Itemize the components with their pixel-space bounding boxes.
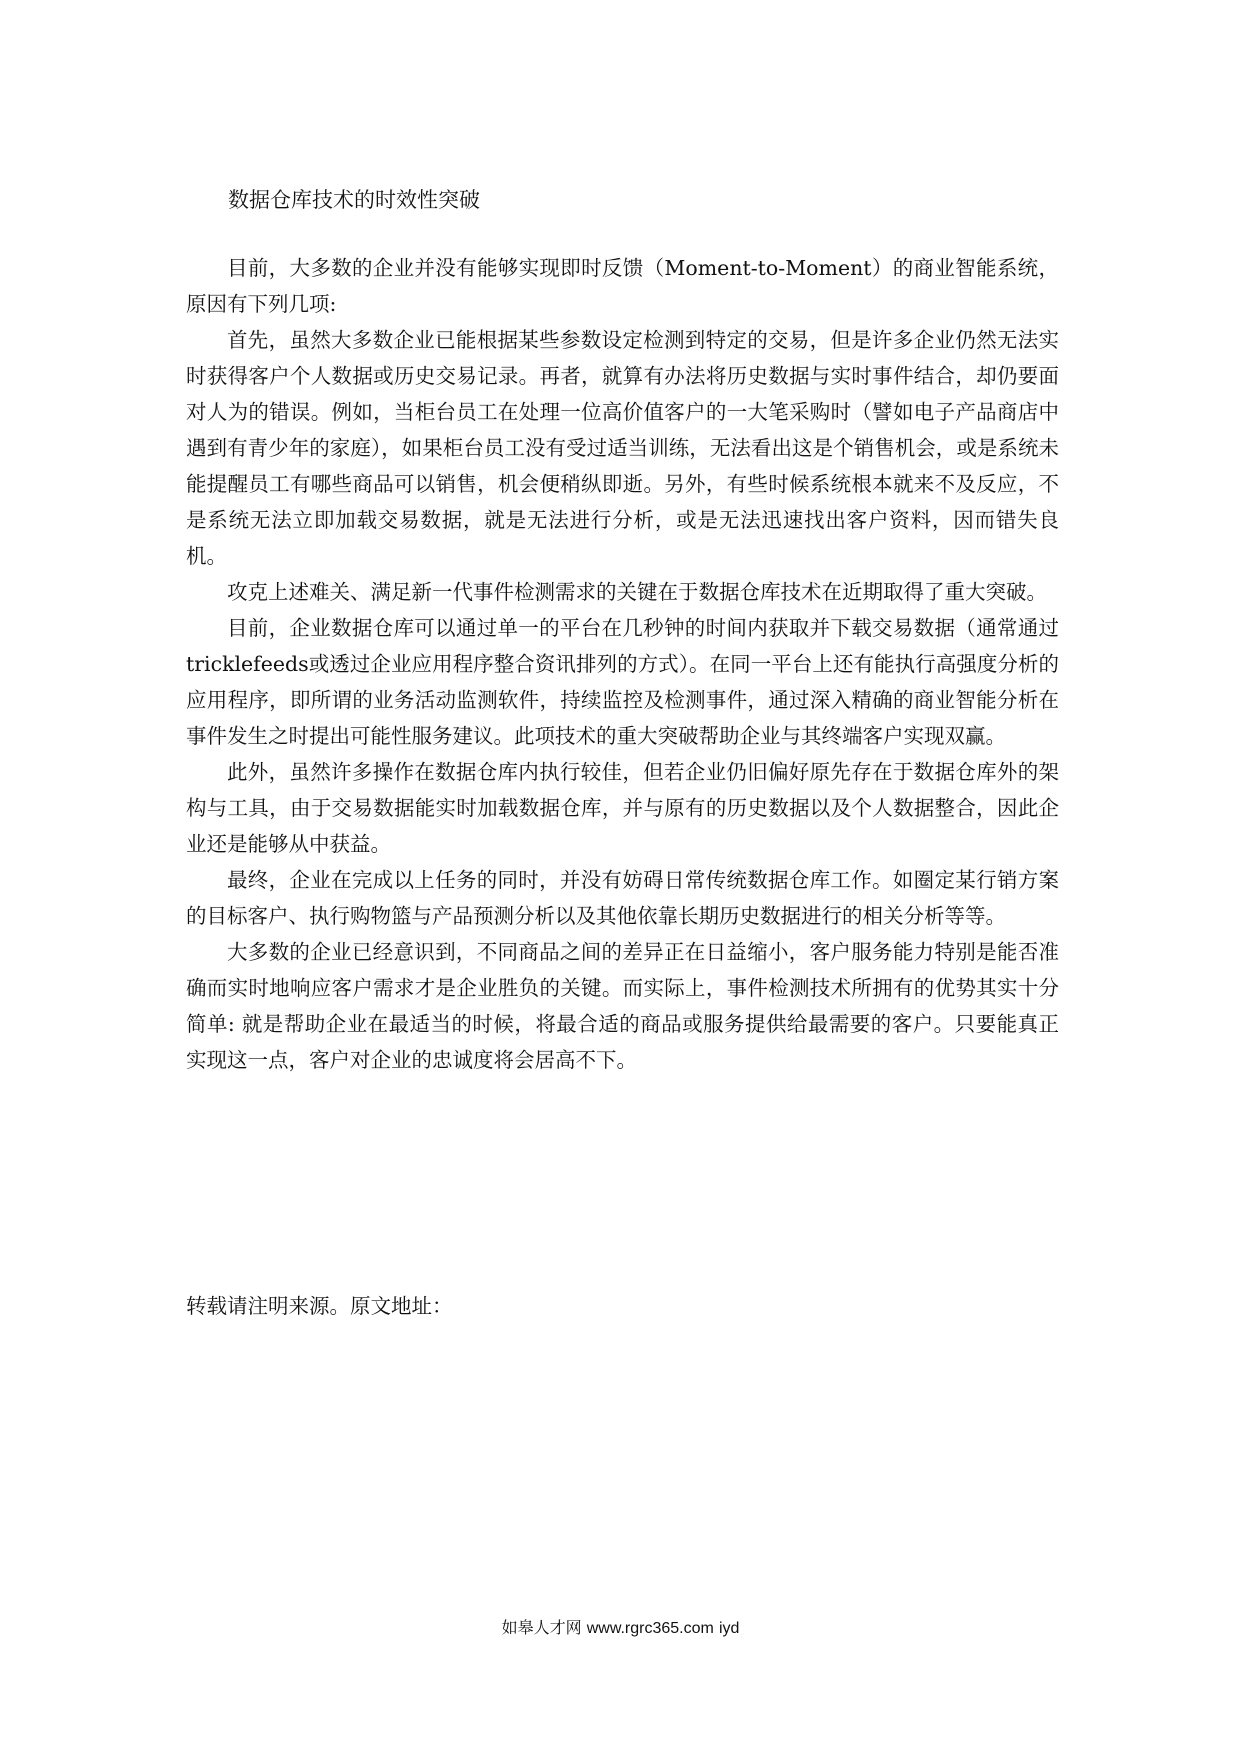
paragraph-traditional-work: 最终，企业在完成以上任务的同时，并没有妨碍日常传统数据仓库工作。如圈定某行销方案的目标客户、执行购物篮与产品预测分析以及其他依靠长期历史数据进行的相关分析等等。 [186, 868, 1059, 928]
paragraph-conclusion: 大多数的企业已经意识到，不同商品之间的差异正在日益缩小，客户服务能力特别是能否准确而实时地响应客户需求才是企业胜负的关键。而实际上，事件检测技术所拥有的优势其实十分简单: 就是帮助企业在最适当的时候，将最合适的商品或服务提供给最需要的客户。只要能真正实现这一点，客户对企业的忠诚度将会居高不下。 [186, 940, 1059, 1072]
paragraph-intro: 目前，大多数的企业并没有能够实现即时反馈（Moment-to-Moment）的商业智能系统，原因有下列几项: [186, 256, 1059, 316]
paragraph-breakthrough: 攻克上述难关、满足新一代事件检测需求的关键在于数据仓库技术在近期取得了重大突破。 [227, 580, 1047, 604]
document-title: 数据仓库技术的时效性突破 [228, 188, 480, 212]
document-body [186, 250, 1059, 1078]
footer-url[interactable]: www.rgrc365.com [586, 1620, 714, 1637]
page-footer [0, 1617, 1241, 1640]
paragraph-benefit: 此外，虽然许多操作在数据仓库内执行较佳，但若企业仍旧偏好原先存在于数据仓库外的架构与工具，由于交易数据能实时加载数据仓库，并与原有的历史数据以及个人数据整合，因此企业还是能够从中获益。 [186, 760, 1059, 856]
source-note: 转载请注明来源。原文地址： [186, 1294, 453, 1318]
paragraph-platform: 目前，企业数据仓库可以通过单一的平台在几秒钟的时间内获取并下载交易数据（通常通过tricklefeeds或透过企业应用程序整合资讯排列的方式）。在同一平台上还有能执行高强度分析的应用程序，即所谓的业务活动监测软件，持续监控及检测事件，通过深入精确的商业智能分析在事件发生之时提出可能性服务建议。此项技术的重大突破帮助企业与其终端客户实现双赢。 [186, 616, 1059, 748]
paragraph-first-reason: 首先，虽然大多数企业已能根据某些参数设定检测到特定的交易，但是许多企业仍然无法实时获得客户个人数据或历史交易记录。再者，就算有办法将历史数据与实时事件结合，却仍要面对人为的错误。例如，当柜台员工在处理一位高价值客户的一大笔采购时（譬如电子产品商店中遇到有青少年的家庭），如果柜台员工没有受过适当训练，无法看出这是个销售机会，或是系统未能提醒员工有哪些商品可以销售，机会便稍纵即逝。另外，有些时候系统根本就来不及反应，不是系统无法立即加载交易数据，就是无法进行分析，或是无法迅速找出客户资料，因而错失良机。 [186, 328, 1059, 568]
footer-suffix: iyd [718, 1620, 740, 1637]
footer-site-name: 如皋人才网 [501, 1618, 582, 1637]
